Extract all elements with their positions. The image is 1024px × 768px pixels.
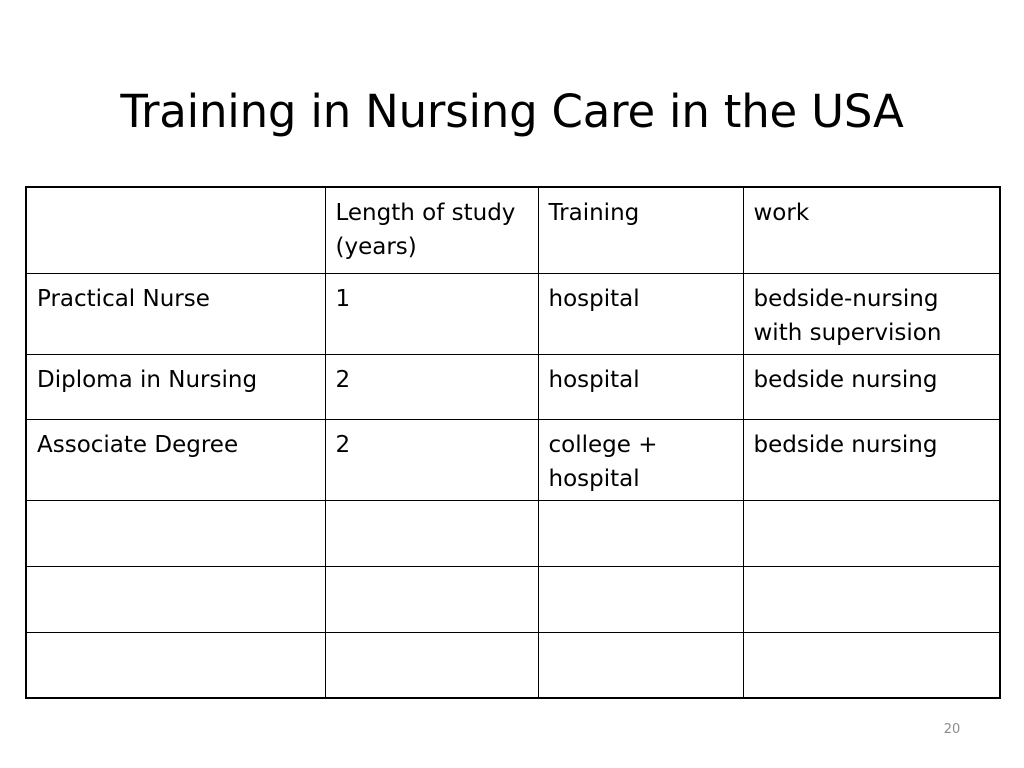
table-cell: Diploma in Nursing xyxy=(26,354,325,419)
table-row xyxy=(26,419,1000,500)
table-cell: hospital xyxy=(538,273,743,354)
table-row xyxy=(26,354,1000,419)
table-row xyxy=(26,500,1000,566)
header-cell xyxy=(26,187,325,273)
table-cell xyxy=(325,500,538,566)
header-cell: Training xyxy=(538,187,743,273)
table-cell xyxy=(325,632,538,698)
table-row xyxy=(26,566,1000,632)
table-cell xyxy=(743,632,1000,698)
table-cell: college + hospital xyxy=(538,419,743,500)
table-cell: 1 xyxy=(325,273,538,354)
table-cell: Associate Degree xyxy=(26,419,325,500)
header-cell: Length of study (years) xyxy=(325,187,538,273)
table-cell: 2 xyxy=(325,419,538,500)
table-cell xyxy=(538,500,743,566)
nursing-training-table xyxy=(25,186,1001,699)
table-cell xyxy=(538,566,743,632)
table-cell xyxy=(743,566,1000,632)
table-row xyxy=(26,632,1000,698)
table-header-row xyxy=(26,187,1000,273)
table-cell xyxy=(26,500,325,566)
header-cell: work xyxy=(743,187,1000,273)
table-cell: bedside-nursing with supervision xyxy=(743,273,1000,354)
table-cell: bedside nursing xyxy=(743,419,1000,500)
table-cell xyxy=(26,632,325,698)
table-cell xyxy=(26,566,325,632)
table-cell: bedside nursing xyxy=(743,354,1000,419)
table-cell xyxy=(325,566,538,632)
table-cell: Practical Nurse xyxy=(26,273,325,354)
table-cell xyxy=(743,500,1000,566)
table-row xyxy=(26,273,1000,354)
table-cell: 2 xyxy=(325,354,538,419)
page-number: 20 xyxy=(943,722,961,737)
slide-title: Training in Nursing Care in the USA xyxy=(120,85,904,138)
table-cell: hospital xyxy=(538,354,743,419)
table-cell xyxy=(538,632,743,698)
